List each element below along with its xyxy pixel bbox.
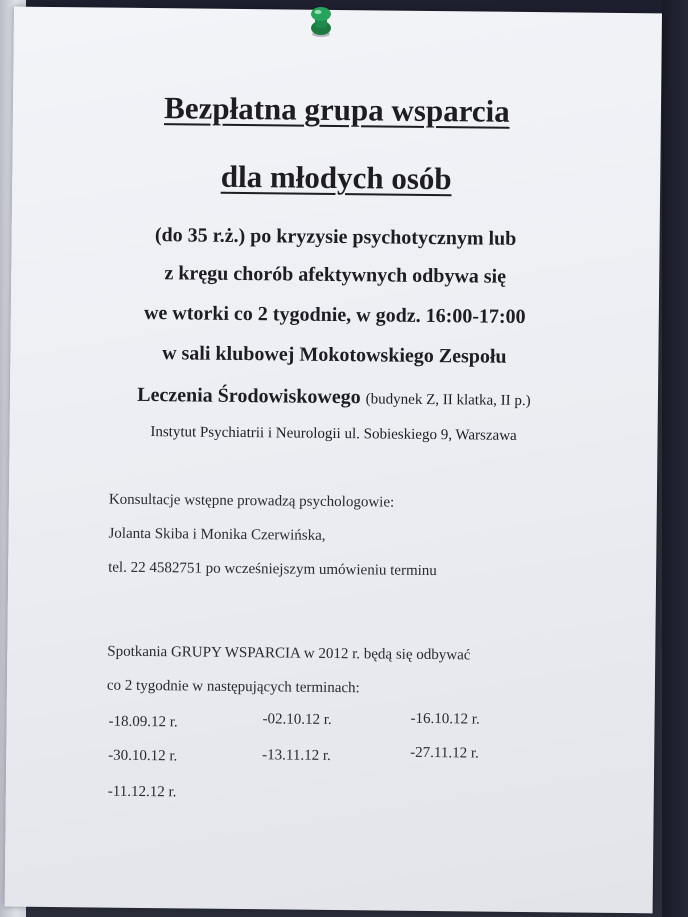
consultation-line-2: Jolanta Skiba i Monika Czerwińska, — [108, 525, 326, 544]
notice-body-line-2: z kręgu chorób afektywnych odbywa się — [164, 262, 507, 288]
notice-body-line-1: (do 35 r.ż.) po kryzysie psychotycznym lub — [154, 224, 517, 250]
notice-body-line-4: w sali klubowej Mokotowskiego Zespołu — [162, 342, 507, 368]
notice-board-edge — [662, 0, 688, 917]
meetings-line-1: Spotkania GRUPY WSPARCIA w 2012 r. będą się odbywać — [107, 643, 471, 664]
meetings-line-2: co 2 tygodnie w następujących terminach: — [106, 677, 360, 697]
meeting-date: -02.10.12 r. — [262, 711, 332, 728]
location-detail: (budynek Z, II klatka, II p.) — [365, 391, 531, 410]
notice-location-line — [10, 383, 658, 413]
meeting-date: -27.11.12 r. — [410, 744, 479, 762]
green-pushpin-icon — [306, 4, 336, 38]
consultation-line-3: tel. 22 4582751 po wcześniejszym umówieniu terminu — [108, 559, 437, 580]
notice-title-line1: Bezpłatna grupa wsparcia — [163, 90, 510, 129]
meeting-date: -16.10.12 r. — [410, 710, 480, 728]
notice-paper — [5, 7, 662, 914]
consultation-line-1: Konsultacje wstępne prowadzą psychologowie: — [108, 491, 395, 511]
notice-body-line-3: we wtorki co 2 tygodnie, w godz. 16:00-17:00 — [143, 301, 526, 328]
meeting-date: -18.09.12 r. — [108, 713, 178, 731]
notice-title-line2: dla młodych osób — [220, 158, 452, 197]
meeting-date: -11.12.12 r. — [107, 783, 177, 801]
institute-address: Instytut Psychiatrii i Neurologii ul. Sobieskiego 9, Warszawa — [150, 424, 517, 444]
meeting-date: -13.11.12 r. — [262, 747, 331, 764]
meeting-date: -30.10.12 r. — [108, 747, 178, 765]
location-name: Leczenia Środowiskowego — [137, 383, 361, 409]
